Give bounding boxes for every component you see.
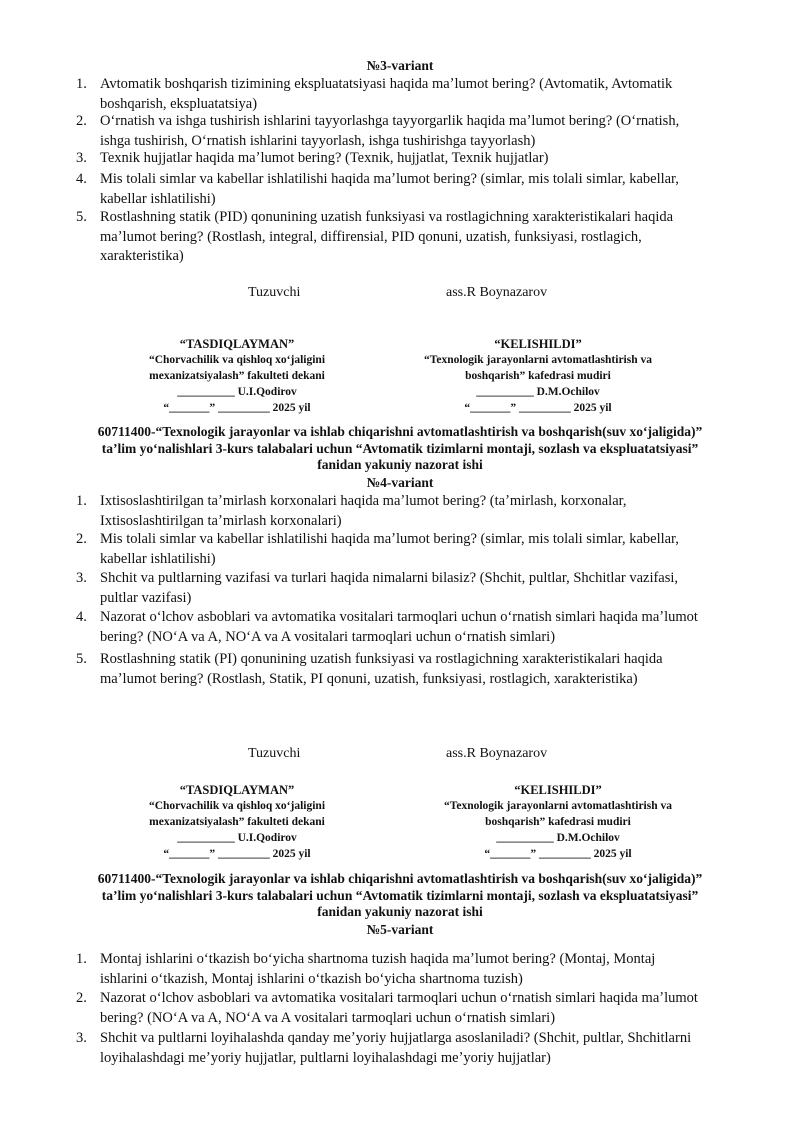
variant-3-title: №3-variant xyxy=(366,58,434,73)
list-item: 3. Shchit va pultlarning vazifasi va turlari haqida nimalarni bilasiz? (Shchit, pultlar, Shchitlar vazifasi, pultlar vazifasi) xyxy=(76,570,679,606)
approval-block-left: “TASDIQLAYMAN” “Chorvachilik va qishloq xoʻjaligini mexanizatsiyalash” fakulteti dekani __________ U.I.Qodirov “_______” _________ 2025 yil xyxy=(148,783,326,860)
list-item: 1. Montaj ishlarini oʻtkazish boʻyicha shartnoma tuzish haqida maʼlumot bering? (Montaj, Montaj ishlarini oʻtkazish, Montaj ishlarini oʻtkazish boʻyicha shartnoma tuzish) xyxy=(76,951,656,987)
approval-block-right: “KELISHILDI” “Texnologik jarayonlarni avtomatlashtirish va boshqarish” kafedrasi mudiri __________ D.M.Ochilov “_______” _________ 2025 yil xyxy=(424,337,652,414)
course-heading: 60711400-“Texnologik jarayonlar va ishlab chiqarishni avtomatlashtirish va boshqarish(suv xoʻjaligida)” taʼlim yoʻnalishlari 3-kurs talabalari uchun “Avtomatik tizimlarni montaji, sozlash va ekspluatatsiyasi” fanidan yakuniy nazorat ishi xyxy=(97,871,703,919)
list-item: 1. Avtomatik boshqarish tizimining ekspluatatsiyasi haqida maʼlumot bering? (Avtomatik, Avtomatik boshqarish, ekspluatatsiya) xyxy=(76,76,673,112)
list-item: 4. Mis tolali simlar va kabellar ishlatilishi haqida maʼlumot bering? (simlar, mis tolali simlar, kabellar, kabellar ishlatilishi) xyxy=(76,171,679,207)
compiler-role: Tuzuvchi xyxy=(248,285,301,300)
variant-4-title: №4-variant xyxy=(366,475,434,490)
variant-5-title: №5-variant xyxy=(366,922,434,937)
list-item: 5. Rostlashning statik (PI) qonunining uzatish funksiyasi va rostlagichning xarakteristikalari haqida maʼlumot bering? (Rostlash, Statik, PI qonuni, uzatish, funksiyasi, rostlagich, xarakteristika) xyxy=(76,651,663,687)
list-item: 5. Rostlashning statik (PID) qonunining uzatish funksiyasi va rostlagichning xarakteristikalari haqida maʼlumot bering? (Rostlash, integral, diffirensial, PID qonuni, uzatish, funksiyasi, rostlagich, xarakteristika) xyxy=(76,209,674,264)
list-item: 4. Nazorat oʻlchov asboblari va avtomatika vositalari tarmoqlari uchun oʻrnatish simlari haqida maʼlumot bering? (NOʻA va A, NOʻA va A vositalari tarmoqlari uchun oʻrnatish simlari) xyxy=(76,609,698,645)
course-heading: 60711400-“Texnologik jarayonlar va ishlab chiqarishni avtomatlashtirish va boshqarish(suv xoʻjaligida)” taʼlim yoʻnalishlari 3-kurs talabalari uchun “Avtomatik tizimlarni montaji, sozlash va ekspluatatsiyasi” fanidan yakuniy nazorat ishi xyxy=(97,424,703,472)
approval-block-left: “TASDIQLAYMAN” “Chorvachilik va qishloq xoʻjaligini mexanizatsiyalash” fakulteti dekani __________ U.I.Qodirov “_______” _________ 2025 yil xyxy=(148,337,326,414)
list-item: 3. Shchit va pultlarni loyihalashda qanday meʼyoriy hujjatlarga asoslaniladi? (Shchit, pultlar, Shchitlarni loyihalashdagi meʼyoriy hujjatlar, pultlarni loyihalashdagi meʼyoriy hujjatlar) xyxy=(76,1030,692,1066)
list-item: 2. Nazorat oʻlchov asboblari va avtomatika vositalari tarmoqlari uchun oʻrnatish simlari haqida maʼlumot bering? (NOʻA va A, NOʻA va A vositalari tarmoqlari uchun oʻrnatish simlari) xyxy=(76,990,698,1026)
compiler-name: ass.R Boynazarov xyxy=(446,285,548,300)
approval-block-right: “KELISHILDI” “Texnologik jarayonlarni avtomatlashtirish va boshqarish” kafedrasi mudiri __________ D.M.Ochilov “_______” _________ 2025 yil xyxy=(444,783,672,860)
list-item: 3. Texnik hujjatlar haqida maʼlumot bering? (Texnik, hujjatlat, Texnik hujjatlar) xyxy=(76,150,549,166)
list-item: 2. Oʻrnatish va ishga tushirish ishlarini tayyorlashga tayyorgarlik haqida maʼlumot bering? (Oʻrnatish, ishga tushirish, Oʻrnatish ishlarini tayyorlash, ishga tushirishga tayyorlash) xyxy=(76,113,680,149)
list-item: 2. Mis tolali simlar va kabellar ishlatilishi haqida maʼlumot bering? (simlar, mis tolali simlar, kabellar, kabellar ishlatilishi) xyxy=(76,531,679,567)
compiler-role: Tuzuvchi xyxy=(248,746,301,761)
list-item: 1. Ixtisoslashtirilgan taʼmirlash korxonalari haqida maʼlumot bering? (taʼmirlash, korxonalar, Ixtisoslashtirilgan taʼmirlash korxonalari) xyxy=(76,493,627,529)
compiler-name: ass.R Boynazarov xyxy=(446,746,548,761)
